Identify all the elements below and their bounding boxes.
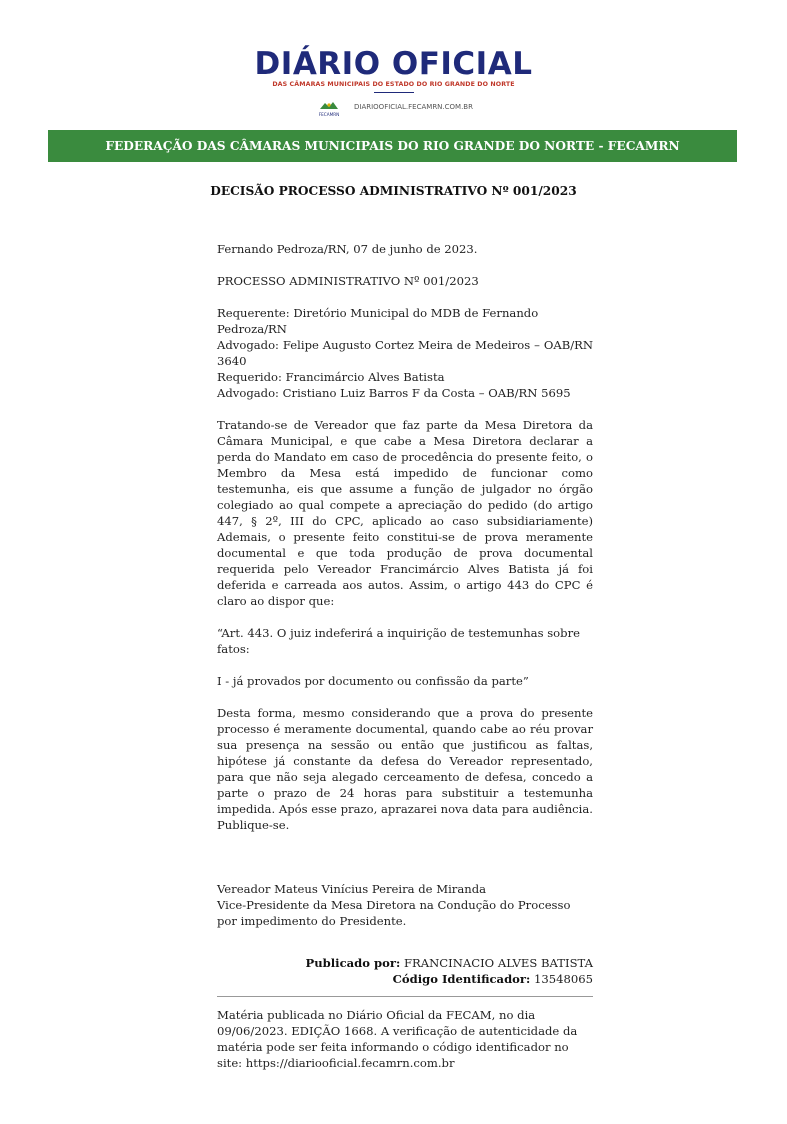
fecamrn-logo-icon: [316, 100, 342, 118]
document-body: [217, 241, 593, 1087]
masthead-title: DIÁRIO OFICIAL: [254, 46, 533, 82]
quote-line-2: I - já provados por documento ou confissão da parte”: [217, 674, 529, 688]
masthead: [0, 48, 787, 93]
masthead-divider: [374, 92, 414, 93]
masthead-subtitle: DAS CÂMARAS MUNICIPAIS DO ESTADO DO RIO GRANDE DO NORTE: [272, 81, 515, 88]
signature-block: [217, 881, 593, 929]
identifier-code-value: 13548065: [533, 972, 593, 986]
published-by: [217, 955, 593, 971]
decision-paragraph-2: Desta forma, mesmo considerando que a prova do presente processo é meramente documental, quando cabe ao réu provar sua presença na sessão ou então que justificou as faltas, hipótese já constante da defesa do Vereador representado, para que não seja alegado cerceamento de defesa, concedo a parte o prazo de 24 horas para substituir a testemunha impedida. Após esse prazo, aprazarei nova data para audiência. Publique-se.: [217, 706, 593, 832]
party-line: Requerido: Francimárcio Alves Batista: [217, 370, 445, 384]
masthead-site: [316, 100, 476, 118]
logo-text: FECAMRN: [318, 112, 340, 117]
site-url[interactable]: DIARIOOFICIAL.FECAMRN.COM.BR: [354, 103, 473, 111]
parties-block: [217, 305, 593, 401]
quote-line-1: “Art. 443. O juiz indeferirá a inquirição de testemunhas sobre fatos:: [217, 626, 580, 656]
federation-banner: FEDERAÇÃO DAS CÂMARAS MUNICIPAIS DO RIO GRANDE DO NORTE - FECAMRN: [48, 130, 737, 162]
signature-line: Vice-Presidente da Mesa Diretora na Condução do Processo: [217, 898, 571, 912]
date-line: Fernando Pedroza/RN, 07 de junho de 2023.: [217, 242, 478, 256]
party-line: Advogado: Felipe Augusto Cortez Meira de Medeiros – OAB/RN 3640: [217, 338, 593, 368]
publication-info: [217, 955, 593, 987]
document-title: DECISÃO PROCESSO ADMINISTRATIVO Nº 001/2023: [210, 184, 577, 198]
party-line: Requerente: Diretório Municipal do MDB de Fernando Pedroza/RN: [217, 306, 539, 336]
identifier-code-label: Código Identificador:: [392, 972, 531, 986]
decision-paragraph-1: Tratando-se de Vereador que faz parte da Mesa Diretora da Câmara Municipal, e que cabe a Mesa Diretora declarar a perda do Mandato em caso de procedência do presente feito, o Membro da Mesa está impedido de funcionar como testemunha, eis que assume a função de julgador no órgão colegiado ao qual compete a apreciação do pedido (do artigo 447, § 2º, III do CPC, aplicado ao caso subsidiariamente) Ademais, o presente feito constitui-se de prova meramente documental e que toda produção de prova documental requerida pelo Vereador Francimárcio Alves Batista já foi deferida e carreada aos autos. Assim, o artigo 443 do CPC é claro ao dispor que:: [217, 418, 593, 608]
published-by-value: FRANCINACIO ALVES BATISTA: [403, 956, 593, 970]
party-line: Advogado: Cristiano Luiz Barros F da Costa – OAB/RN 5695: [217, 386, 571, 400]
published-by-label: Publicado por:: [305, 956, 401, 970]
signature-line: por impedimento do Presidente.: [217, 914, 407, 928]
signature-line: Vereador Mateus Vinícius Pereira de Miranda: [217, 882, 487, 896]
identifier-code: [217, 971, 593, 987]
process-number: PROCESSO ADMINISTRATIVO Nº 001/2023: [217, 274, 479, 288]
publication-footer: Matéria publicada no Diário Oficial da FECAM, no dia 09/06/2023. EDIÇÃO 1668. A verificação de autenticidade da matéria pode ser feita informando o código identificador no site: https://diariooficial.fecamrn.com.br: [217, 1008, 578, 1070]
divider: [217, 996, 593, 997]
